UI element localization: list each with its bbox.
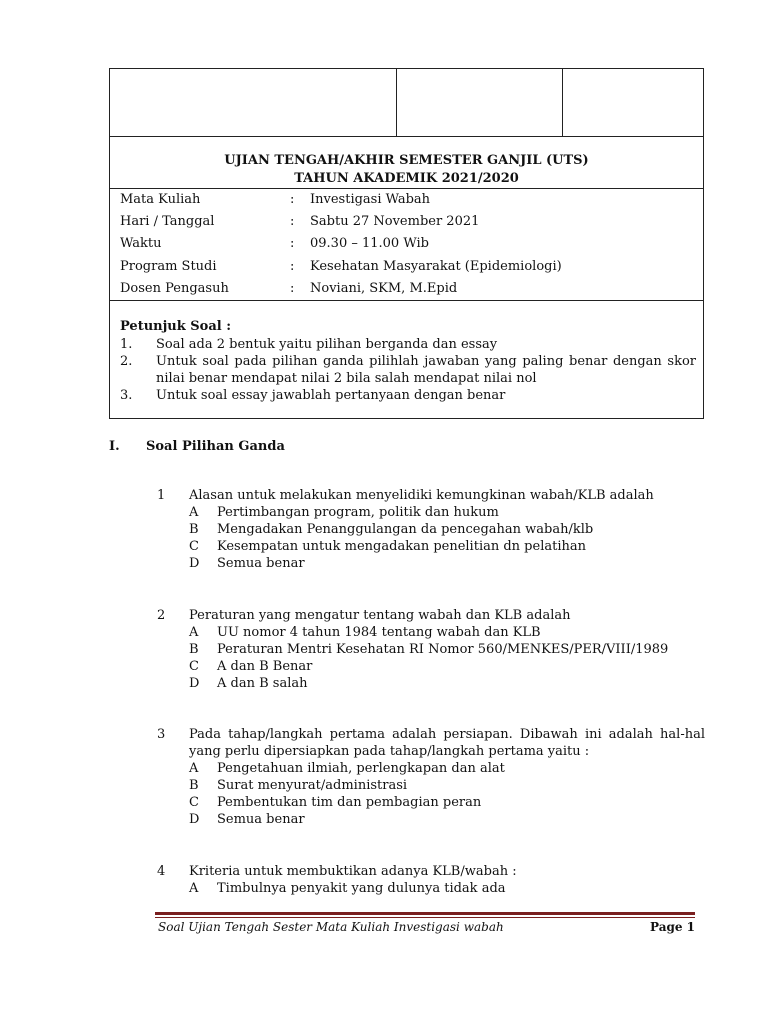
option-text: Pembentukan tim dan pembagian peran (217, 795, 482, 810)
info-value: Investigasi Wabah (310, 192, 431, 207)
info-label: Hari / Tanggal (120, 214, 215, 229)
option-text: Surat menyurat/administrasi (217, 778, 408, 793)
answer-option (189, 794, 705, 811)
answer-option (189, 521, 705, 538)
info-colon: : (290, 214, 295, 229)
instruction-item (120, 387, 696, 404)
question-item (157, 487, 705, 572)
page-number: Page 1 (650, 920, 696, 934)
option-letter: A (189, 761, 199, 776)
option-text: Kesempatan untuk mengadakan penelitian dn pelatihan (217, 539, 586, 554)
answer-option (189, 658, 705, 675)
option-text: Mengadakan Penanggulangan da pencegahan wabah/klb (217, 522, 594, 537)
header-divider (396, 69, 397, 136)
option-letter: A (189, 625, 199, 640)
option-letter: C (189, 659, 199, 674)
question-item (157, 726, 705, 828)
info-value: Noviani, SKM, M.Epid (310, 281, 458, 296)
option-text: Semua benar (217, 556, 305, 571)
question-stem: Pada tahap/langkah pertama adalah persiapan. Dibawah ini adalah hal-hal yang perlu dipersiapkan pada tahap/langkah pertama yaitu : (189, 727, 705, 759)
answer-option (189, 760, 705, 777)
question-item (157, 863, 705, 897)
question-item (157, 607, 705, 692)
footer-rule (155, 917, 695, 918)
answer-option (189, 538, 705, 555)
info-value: 09.30 – 11.00 Wib (310, 236, 429, 251)
info-colon: : (290, 281, 295, 296)
header-divider (110, 300, 703, 301)
section-number: I. (109, 439, 120, 454)
option-text: Pengetahuan ilmiah, perlengkapan dan alat (217, 761, 505, 776)
info-colon: : (290, 259, 295, 274)
option-letter: D (189, 556, 200, 571)
question-stem: Kriteria untuk membuktikan adanya KLB/wabah : (189, 864, 517, 879)
footer-rule (155, 912, 695, 915)
option-text: Pertimbangan program, politik dan hukum (217, 505, 499, 520)
answer-option (189, 811, 705, 828)
option-letter: C (189, 539, 199, 554)
option-text: Peraturan Mentri Kesehatan RI Nomor 560/MENKES/PER/VIII/1989 (217, 642, 669, 657)
question-number: 3 (157, 727, 166, 742)
info-colon: : (290, 192, 295, 207)
exam-header-box (109, 68, 704, 419)
option-letter: D (189, 676, 200, 691)
section-title: Soal Pilihan Ganda (146, 439, 285, 454)
instruction-number: 2. (120, 354, 133, 369)
exam-title: UJIAN TENGAH/AKHIR SEMESTER GANJIL (UTS) (224, 153, 589, 168)
question-number: 1 (157, 488, 166, 503)
answer-option (189, 555, 705, 572)
info-value: Sabtu 27 November 2021 (310, 214, 480, 229)
option-letter: A (189, 505, 199, 520)
instruction-text: Soal ada 2 bentuk yaitu pilihan berganda dan essay (156, 337, 498, 352)
info-label: Program Studi (120, 259, 217, 274)
answer-option (189, 504, 705, 521)
academic-year-title: TAHUN AKADEMIK 2021/2020 (294, 171, 519, 186)
option-text: UU nomor 4 tahun 1984 tentang wabah dan KLB (217, 625, 541, 640)
question-stem: Peraturan yang mengatur tentang wabah dan KLB adalah (189, 608, 571, 623)
info-colon: : (290, 236, 295, 251)
option-letter: D (189, 812, 200, 827)
answer-option (189, 777, 705, 794)
info-label: Dosen Pengasuh (120, 281, 229, 296)
answer-option (189, 880, 705, 897)
answer-option (189, 641, 705, 658)
option-letter: B (189, 522, 199, 537)
option-text: Semua benar (217, 812, 305, 827)
answer-option (189, 675, 705, 692)
option-letter: B (189, 778, 199, 793)
answer-option (189, 624, 705, 641)
info-label: Waktu (120, 236, 162, 251)
instruction-number: 1. (120, 337, 133, 352)
header-divider (562, 69, 563, 136)
option-text: A dan B salah (217, 676, 308, 691)
instruction-item (120, 336, 696, 353)
info-value: Kesehatan Masyarakat (Epidemiologi) (310, 259, 562, 274)
instruction-item (120, 353, 696, 387)
footer-text: Soal Ujian Tengah Sester Mata Kuliah Investigasi wabah (158, 920, 504, 934)
option-letter: C (189, 795, 199, 810)
instruction-text: Untuk soal essay jawablah pertanyaan dengan benar (156, 388, 506, 403)
instructions-title: Petunjuk Soal : (120, 319, 232, 334)
header-divider (110, 188, 703, 189)
question-number: 4 (157, 864, 166, 879)
instruction-number: 3. (120, 388, 133, 403)
question-stem: Alasan untuk melakukan menyelidiki kemungkinan wabah/KLB adalah (189, 488, 654, 503)
question-number: 2 (157, 608, 166, 623)
instruction-text: Untuk soal pada pilihan ganda pilihlah jawaban yang paling benar dengan skor nilai benar mendapat nilai 2 bila salah mendapat nilai nol (156, 354, 696, 386)
option-letter: A (189, 881, 199, 896)
header-divider (110, 136, 703, 137)
option-text: Timbulnya penyakit yang dulunya tidak ada (217, 881, 506, 896)
option-letter: B (189, 642, 199, 657)
option-text: A dan B Benar (217, 659, 313, 674)
info-label: Mata Kuliah (120, 192, 201, 207)
